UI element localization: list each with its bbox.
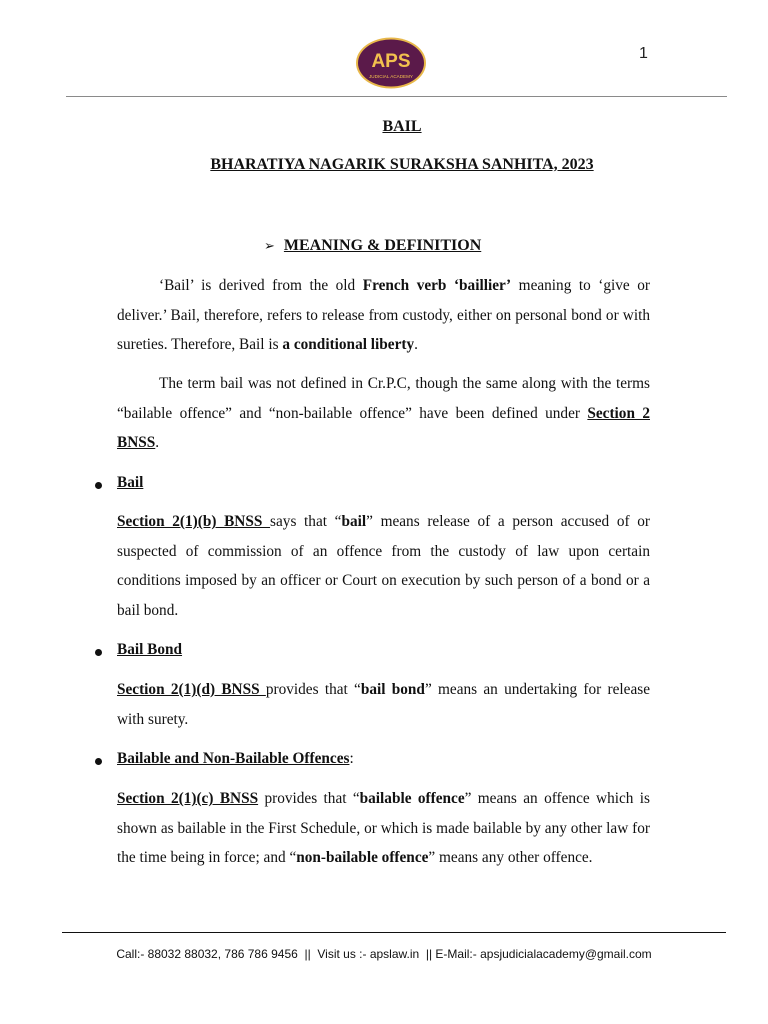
text-run: provides that “ bbox=[258, 790, 360, 807]
footer-divider bbox=[62, 932, 726, 933]
text-run: meaning to ‘give or deliver.’ Bail, therefore, refers to release from custody, either on personal bond or with sureties. Therefore, Bail is bbox=[117, 277, 650, 353]
arrow-right-icon: ➢ bbox=[264, 239, 275, 254]
paragraph-bail-bond-section bbox=[117, 675, 650, 734]
logo-text: APS bbox=[371, 51, 411, 72]
bullet-label: Bail bbox=[117, 474, 144, 491]
document-subtitle: BHARATIYA NAGARIK SURAKSHA SANHITA, 2023 bbox=[210, 156, 594, 173]
bold-term: bail bbox=[341, 513, 367, 530]
section-reference: Section 2(1)(d) BNSS bbox=[117, 681, 266, 698]
document-title: BAIL bbox=[382, 118, 422, 135]
section-heading-text: MEANING & DEFINITION bbox=[283, 237, 482, 254]
text-run: ” means release of a person accused of or suspected of commission of an offence from the custody of law upon certain conditions imposed by an officer or Court on execution by such person of a bond or a bail bond. bbox=[117, 513, 650, 619]
aps-logo bbox=[354, 36, 428, 90]
header-divider bbox=[66, 96, 727, 97]
page-number: 1 bbox=[639, 45, 648, 62]
text-run: ‘Bail’ is derived from the old bbox=[159, 277, 363, 294]
paragraph-bail-meaning bbox=[117, 271, 650, 360]
text-run: says that “ bbox=[270, 513, 342, 530]
text-run: . bbox=[155, 434, 160, 451]
bullet-icon bbox=[95, 649, 102, 656]
paragraph-bailable-offences-section bbox=[117, 784, 650, 873]
text-run: ” means an undertaking for release with surety. bbox=[117, 681, 650, 728]
section-reference: Section 2(1)(c) BNSS bbox=[117, 790, 259, 807]
footer-contact: Call:- 88032 88032, 786 786 9456 || Visit us :- apslaw.in || E-Mail:- apsjudicialacademy@gmail.com bbox=[116, 947, 652, 961]
text-run: provides that “ bbox=[265, 681, 361, 698]
bullet-icon bbox=[95, 758, 102, 765]
bold-run: a conditional liberty bbox=[282, 336, 415, 353]
logo-subtext: JUDICIAL ACADEMY bbox=[369, 74, 413, 79]
section-reference: Section 2 BNSS bbox=[117, 404, 650, 451]
bullet-label: Bail Bond bbox=[117, 641, 183, 658]
bullet-label-suffix: : bbox=[349, 750, 354, 767]
text-run: . bbox=[414, 336, 418, 353]
text-run: ” means any other offence. bbox=[428, 849, 593, 866]
section-heading bbox=[264, 237, 481, 255]
bullet-label: Bailable and Non-Bailable Offences bbox=[117, 750, 350, 767]
bold-term: bailable offence bbox=[359, 790, 465, 807]
bold-term: bail bond bbox=[360, 681, 425, 698]
bullet-icon bbox=[95, 482, 102, 489]
paragraph-bail-definition bbox=[117, 369, 650, 458]
text-run: ” means an offence which is shown as bailable in the First Schedule, or which is made bailable by any other law for the time being in force; and “ bbox=[117, 790, 650, 866]
section-reference: Section 2(1)(b) BNSS bbox=[117, 513, 271, 530]
paragraph-bail-section bbox=[117, 507, 650, 625]
bold-run: French verb ‘baillier’ bbox=[362, 277, 512, 294]
text-run: The term bail was not defined in Cr.P.C, though the same along with the terms “bailable offence” and “non-bailable offence” have been defined under bbox=[117, 375, 650, 422]
bold-term: non-bailable offence bbox=[296, 849, 429, 866]
